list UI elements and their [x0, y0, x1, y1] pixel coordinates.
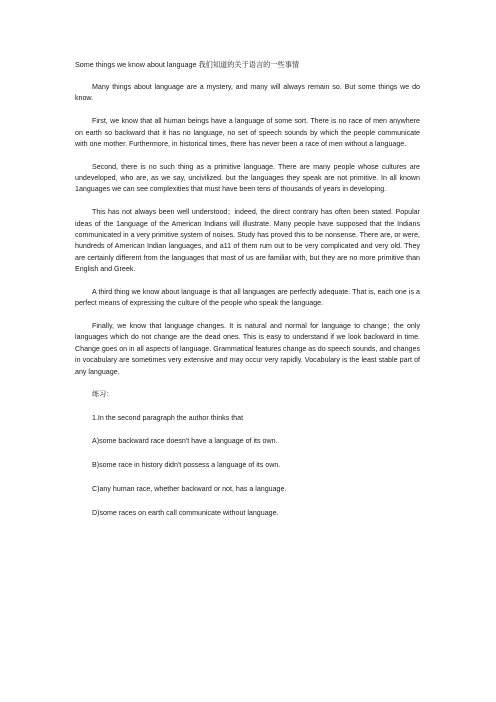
- paragraph-american-indians: This has not always been well understood；indeed, the direct contrary has often been stated. Popular ideas of the 1anguage of the American Indians will illustrate. Many people have supposed that the Indians communicated in a very primitive system of noises. Study has proved this to be nonsense. There are, or were, hundreds of American Indian languages, and a11 of them rum out to be very complicated and very old. They are certainly different from the languages that most of us are familiar with, but they are no more primitive than English and Greek.: [75, 208, 420, 274]
- paragraph-intro: Many things about language are a mystery, and many will always remain so. But some things we do know.: [75, 83, 420, 103]
- exercise-heading: 练习：: [92, 390, 114, 399]
- option-d: D)some races on earth call communicate without language.: [92, 508, 279, 517]
- document-body: [75, 82, 420, 531]
- paragraph-language-changes: Finally, we know that language changes. It is natural and normal for language to change；the only languages which do not change are the dead ones. This is easy to understand if we look backward in time. Change goes on in all aspects of language. Grammatical features change as do speech sounds, and changes in vocabulary are sometimes very extensive and may occur very rapidly. Vocabulary is the least stable part of any language.: [75, 321, 420, 376]
- paragraph-second-point: Second, there is no such thing as a primitive language. There are many people whose cultures are undeveloped, who are, as we say, uncivilized. but the languages they speak are not primitive. In all known 1anguages we can see complexities that must have been tens of thousands of years in developing.: [75, 162, 420, 194]
- option-c: C)any human race, whether backward or not, has a language.: [92, 484, 287, 493]
- question-1: 1.In the second paragraph the author thinks that: [92, 413, 244, 422]
- paragraph-first-point: First, we know that all human beings have a language of some sort. There is no race of men anywhere on earth so backward that it has no language, no set of speech sounds by which the people communicate with one mother. Furthermore, in historical times, there has never been a race of men without a language.: [75, 117, 420, 148]
- option-a: A)some backward race doesn't have a language of its own.: [92, 437, 278, 446]
- option-b: B)some race in history didn't possess a language of its own.: [92, 460, 281, 469]
- document-title: Some things we know about language 我们知道的关于语言的一些事情: [75, 60, 300, 69]
- paragraph-third-point: A third thing we know about language is that all languages are perfectly adequate. That is, each one is a perfect means of expressing the culture of the people who speak the language.: [75, 287, 420, 308]
